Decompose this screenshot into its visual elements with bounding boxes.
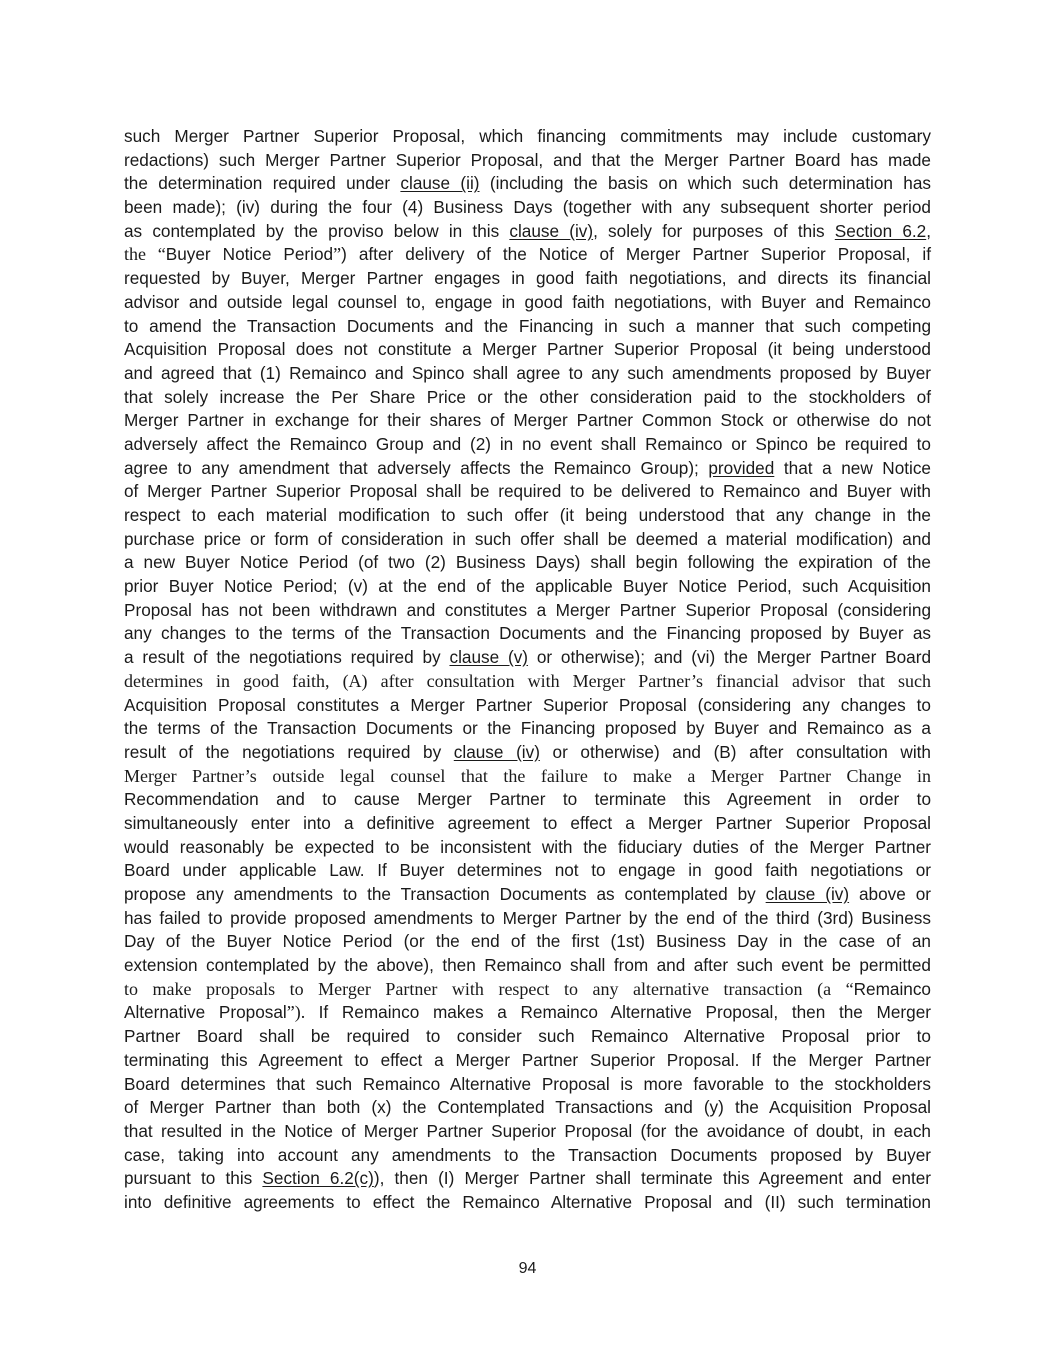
text-line [124, 362, 931, 386]
text-segment: into definitive agreements to effect the Remainco Alternative Proposal and (II) such termination [124, 1191, 931, 1212]
text-segment: Recommendation and to cause Merger Partner to terminate this Agreement in order to [124, 789, 931, 810]
text-segment: redactions) such Merger Partner Superior Proposal, and that the Merger Partner Board has made [124, 149, 931, 170]
text-line [124, 504, 931, 528]
text-segment: requested by Buyer, Merger Partner engages in good faith negotiations, and directs its financial [124, 268, 931, 289]
text-segment: Acquisition Proposal constitutes a Merger Partner Superior Proposal (considering any changes to [124, 694, 931, 715]
text-line [124, 409, 931, 433]
body-paragraph [124, 125, 931, 1215]
page-number: 94 [518, 1260, 537, 1277]
text-line [124, 765, 931, 789]
text-line [124, 433, 931, 457]
text-segment: that solely increase the Per Share Price or the other consideration paid to the stockholders of [124, 386, 931, 407]
text-segment: prior Buyer Notice Period; (v) at the end of the applicable Buyer Notice Period, such Acquisition [124, 576, 931, 597]
text-segment: Merger Partner in exchange for their shares of Merger Partner Common Stock or otherwise do not [124, 410, 931, 431]
text-line [124, 1120, 931, 1144]
cross-reference-text: Section 6.2(c) [262, 1168, 374, 1189]
text-line [124, 315, 931, 339]
text-segment: case, taking into account any amendments to the Transaction Documents proposed by Buyer [124, 1144, 931, 1165]
text-line [124, 930, 931, 954]
text-segment: Alternative Proposal [124, 1002, 287, 1023]
text-line [124, 788, 931, 812]
text-segment: above or [849, 884, 931, 904]
text-line [124, 622, 931, 646]
text-segment: a new Buyer Notice Period (of two (2) Business Days) shall begin following the expiration of the [124, 552, 931, 573]
text-line [124, 694, 931, 718]
text-line [124, 551, 931, 575]
text-segment: ” [333, 244, 342, 265]
text-segment: simultaneously enter into a definitive agreement to effect a Merger Partner Superior Proposal [124, 812, 931, 833]
text-segment: Board determines that such Remainco Alternative Proposal is more favorable to the stockholders [124, 1073, 931, 1094]
text-line [124, 1191, 931, 1215]
text-segment: respect to each material modification to such offer (it being understood that any change in the [124, 505, 931, 525]
text-segment: result of the negotiations required by [124, 741, 454, 762]
text-segment: Proposal has not been withdrawn and constitutes a Merger Partner Superior Proposal (considering [124, 599, 931, 620]
text-segment: extension contemplated by the above), then Remainco shall from and after such event be permitted [124, 955, 931, 976]
text-line [124, 575, 931, 599]
cross-reference-text: Section 6.2 [834, 220, 927, 241]
text-segment: propose any amendments to the Transaction Documents as contemplated by [124, 884, 766, 904]
text-segment: adversely affect the Remainco Group and (2) in no event shall Remainco or Spinco be required to [124, 433, 931, 454]
text-line [124, 220, 931, 244]
text-line [124, 836, 931, 860]
text-line [124, 149, 931, 173]
text-segment: the terms of the Transaction Documents or the Financing proposed by Buyer and Remainco as a [124, 718, 931, 739]
text-line [124, 1073, 931, 1097]
text-line [124, 528, 931, 552]
text-segment: , [926, 220, 931, 241]
text-segment: a result of the negotiations required by [124, 647, 450, 668]
text-line [124, 599, 931, 623]
text-segment: would reasonably be expected to be inconsistent with the fiduciary duties of the Merger Partner [124, 836, 931, 857]
text-line [124, 1025, 931, 1049]
cross-reference-text: provided [708, 457, 775, 478]
cross-reference-text: clause (ii) [400, 173, 480, 194]
text-segment: agree to any amendment that adversely affects the Remainco Group); [124, 457, 709, 478]
text-segment: Board under applicable Law. If Buyer determines not to engage in good faith negotiations or [124, 860, 931, 881]
text-segment: that a new Notice [774, 457, 931, 478]
text-line [124, 1167, 931, 1191]
text-segment: been made); (iv) during the four (4) Business Days (together with any subsequent shorter period [124, 197, 931, 218]
text-segment: (including the basis on which such determination has [479, 173, 931, 194]
text-segment: and agreed that (1) Remainco and Spinco shall agree to any such amendments proposed by Buyer [124, 362, 931, 383]
cross-reference-text: clause (iv) [453, 741, 540, 762]
text-segment: the determination required under [124, 173, 401, 194]
cross-reference-text: clause (iv) [765, 884, 850, 904]
text-segment: ) after delivery of the Notice of Merger Partner Superior Proposal, if [341, 244, 931, 265]
text-line [124, 291, 931, 315]
cross-reference-text: clause (iv) [509, 220, 594, 241]
text-line [124, 172, 931, 196]
text-line [124, 859, 931, 883]
text-line [124, 1096, 931, 1120]
text-segment: determines in good faith, (A) after consultation with Merger Partner’s financial advisor that such [124, 670, 931, 691]
text-line [124, 196, 931, 220]
text-segment: any changes to the terms of the Transaction Documents and the Financing proposed by Buyer as [124, 623, 931, 644]
text-segment: of Merger Partner than both (x) the Contemplated Transactions and (y) the Acquisition Proposal [124, 1097, 931, 1118]
text-segment: such Merger Partner Superior Proposal, which financing commitments may include customary [124, 126, 931, 146]
text-segment: or otherwise) and (B) after consultation with [539, 741, 931, 762]
text-segment: to amend the Transaction Documents and the Financing in such a manner that such competing [124, 315, 931, 336]
text-segment: or otherwise); and (vi) the Merger Partner Board [528, 647, 932, 668]
text-line [124, 646, 931, 670]
text-segment: , solely for purposes of this [593, 220, 835, 241]
text-line [124, 243, 931, 267]
text-line [124, 267, 931, 291]
text-line [124, 457, 931, 481]
text-segment: as contemplated by the proviso below in this [124, 220, 510, 241]
text-line [124, 125, 931, 149]
cross-reference-text: clause (v) [449, 647, 529, 668]
text-line [124, 812, 931, 836]
text-segment: purchase price or form of consideration in such offer shall be deemed a material modification) and [124, 528, 931, 549]
text-line [124, 954, 931, 978]
text-segment: Acquisition Proposal does not constitute a Merger Partner Superior Proposal (it being understood [124, 339, 931, 360]
text-segment: Buyer Notice Period [165, 244, 334, 265]
text-line [124, 480, 931, 504]
text-segment: terminating this Agreement to effect a Merger Partner Superior Proposal. If the Merger Partner [124, 1049, 931, 1070]
text-line [124, 907, 931, 931]
text-segment: that resulted in the Notice of Merger Partner Superior Proposal (for the avoidance of doubt, in each [124, 1120, 931, 1141]
text-segment: has failed to provide proposed amendments to Merger Partner by the end of the third (3rd) Business [124, 907, 931, 928]
text-segment: Remainco [853, 978, 931, 999]
text-line [124, 386, 931, 410]
text-segment: If Remainco makes a Remainco Alternative Proposal, then the Merger [318, 1002, 931, 1023]
text-segment: Merger Partner’s outside legal counsel that the failure to make a Merger Partner Change in [124, 765, 931, 786]
text-line [124, 978, 931, 1002]
text-line [124, 1049, 931, 1073]
text-segment: advisor and outside legal counsel to, engage in good faith negotiations, with Buyer and Remainco [124, 291, 931, 312]
text-segment: the “ [124, 244, 166, 265]
text-segment: ”). [286, 1002, 319, 1023]
text-segment: ), then (I) Merger Partner shall terminate this Agreement and enter [373, 1168, 932, 1189]
text-segment: to make proposals to Merger Partner with respect to any alternative transaction (a “ [124, 978, 854, 999]
text-line [124, 717, 931, 741]
text-segment: pursuant to this [124, 1168, 263, 1189]
text-line [124, 883, 931, 907]
text-line [124, 1144, 931, 1168]
text-segment: of Merger Partner Superior Proposal shall be required to be delivered to Remainco and Buyer with [124, 481, 931, 502]
text-line [124, 338, 931, 362]
text-line [124, 741, 931, 765]
text-line [124, 670, 931, 694]
text-segment: Day of the Buyer Notice Period (or the end of the first (1st) Business Day in the case of an [124, 931, 931, 952]
text-line [124, 1001, 931, 1025]
text-segment: Partner Board shall be required to consider such Remainco Alternative Proposal prior to [124, 1026, 931, 1047]
